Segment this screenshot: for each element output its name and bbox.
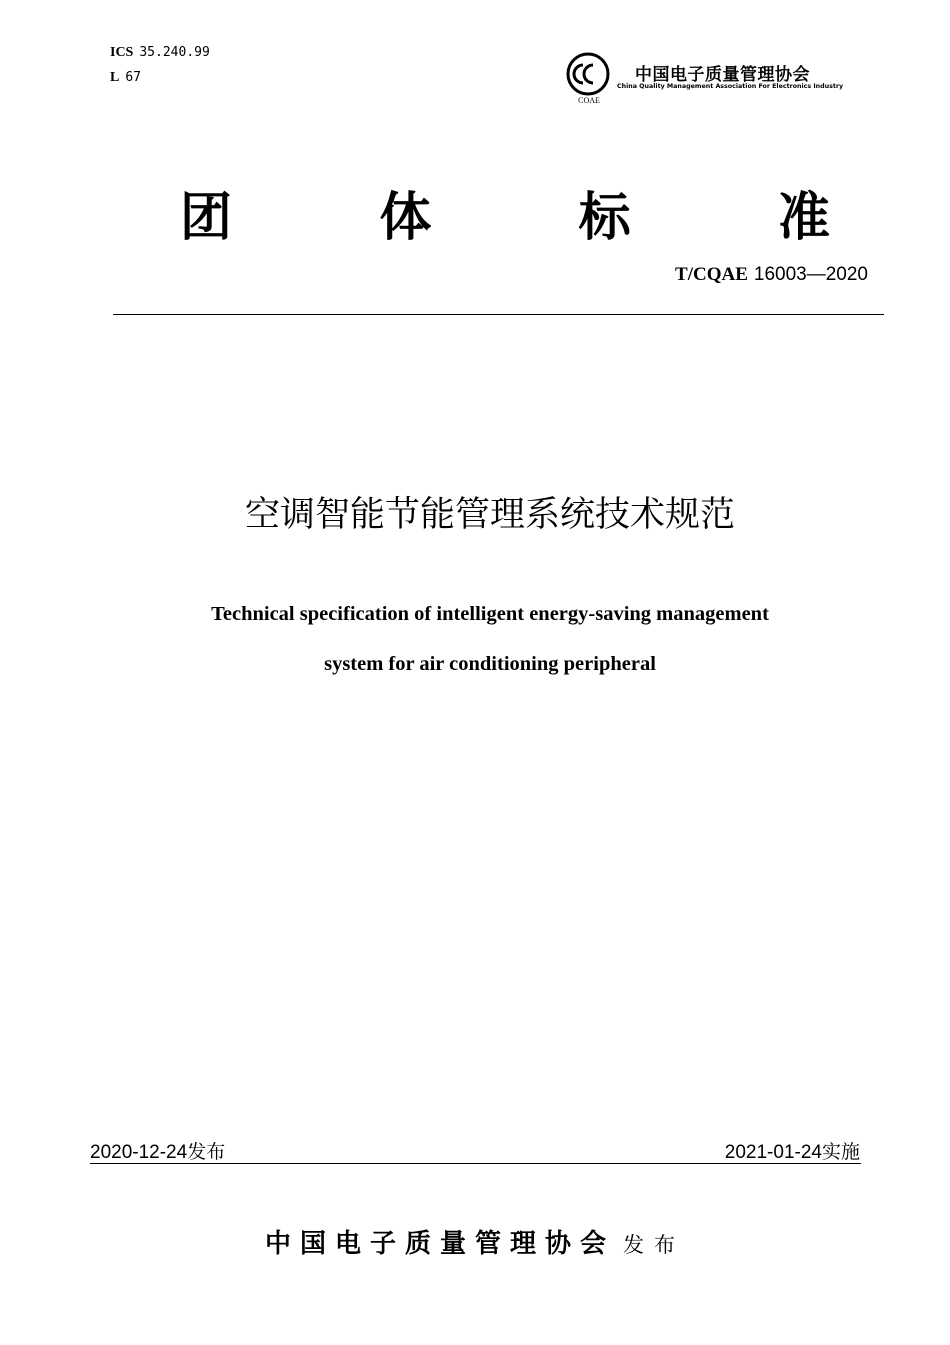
standard-number-prefix: T/CQAE [675, 264, 748, 285]
logo-name-cn: 中国电子质量管理协会 [635, 65, 810, 85]
issue-date-value: 2020-12-24 [90, 1142, 188, 1163]
title-english-line-2: system for air conditioning peripheral [324, 653, 656, 675]
heading-char: 团 [180, 188, 233, 248]
bottom-divider [90, 1163, 861, 1164]
implementation-date-label: 实施 [821, 1141, 860, 1163]
logo-name-en: China Quality Management Association For Electronics Industry [617, 83, 844, 90]
standard-number [675, 263, 868, 286]
title-english-line-1: Technical specification of intelligent energy-saving management [211, 603, 769, 625]
l-code [110, 68, 141, 87]
standard-type-heading [180, 186, 830, 250]
logo-abbr: COAE [578, 96, 600, 105]
publisher-line [0, 1223, 950, 1260]
publisher-action: 发布 [623, 1233, 685, 1257]
issue-date [90, 1137, 225, 1164]
ics-label: ICS [110, 45, 134, 60]
heading-char: 体 [379, 188, 432, 248]
heading-char: 标 [578, 188, 631, 248]
top-divider [113, 314, 884, 315]
standard-number-value: 16003—2020 [753, 264, 868, 285]
l-label: L [110, 70, 120, 85]
l-value: 67 [125, 70, 141, 85]
association-logo [565, 52, 855, 112]
ics-code [110, 43, 210, 62]
implementation-date-value: 2021-01-24 [724, 1142, 822, 1163]
title-chinese: 空调智能节能管理系统技术规范 [244, 495, 735, 535]
heading-char: 准 [777, 188, 830, 248]
implementation-date [725, 1137, 860, 1164]
publisher-name: 中国电子质量管理协会 [264, 1229, 615, 1259]
issue-date-label: 发布 [187, 1141, 226, 1163]
ics-value: 35.240.99 [139, 45, 210, 60]
coae-emblem-icon [565, 52, 613, 96]
